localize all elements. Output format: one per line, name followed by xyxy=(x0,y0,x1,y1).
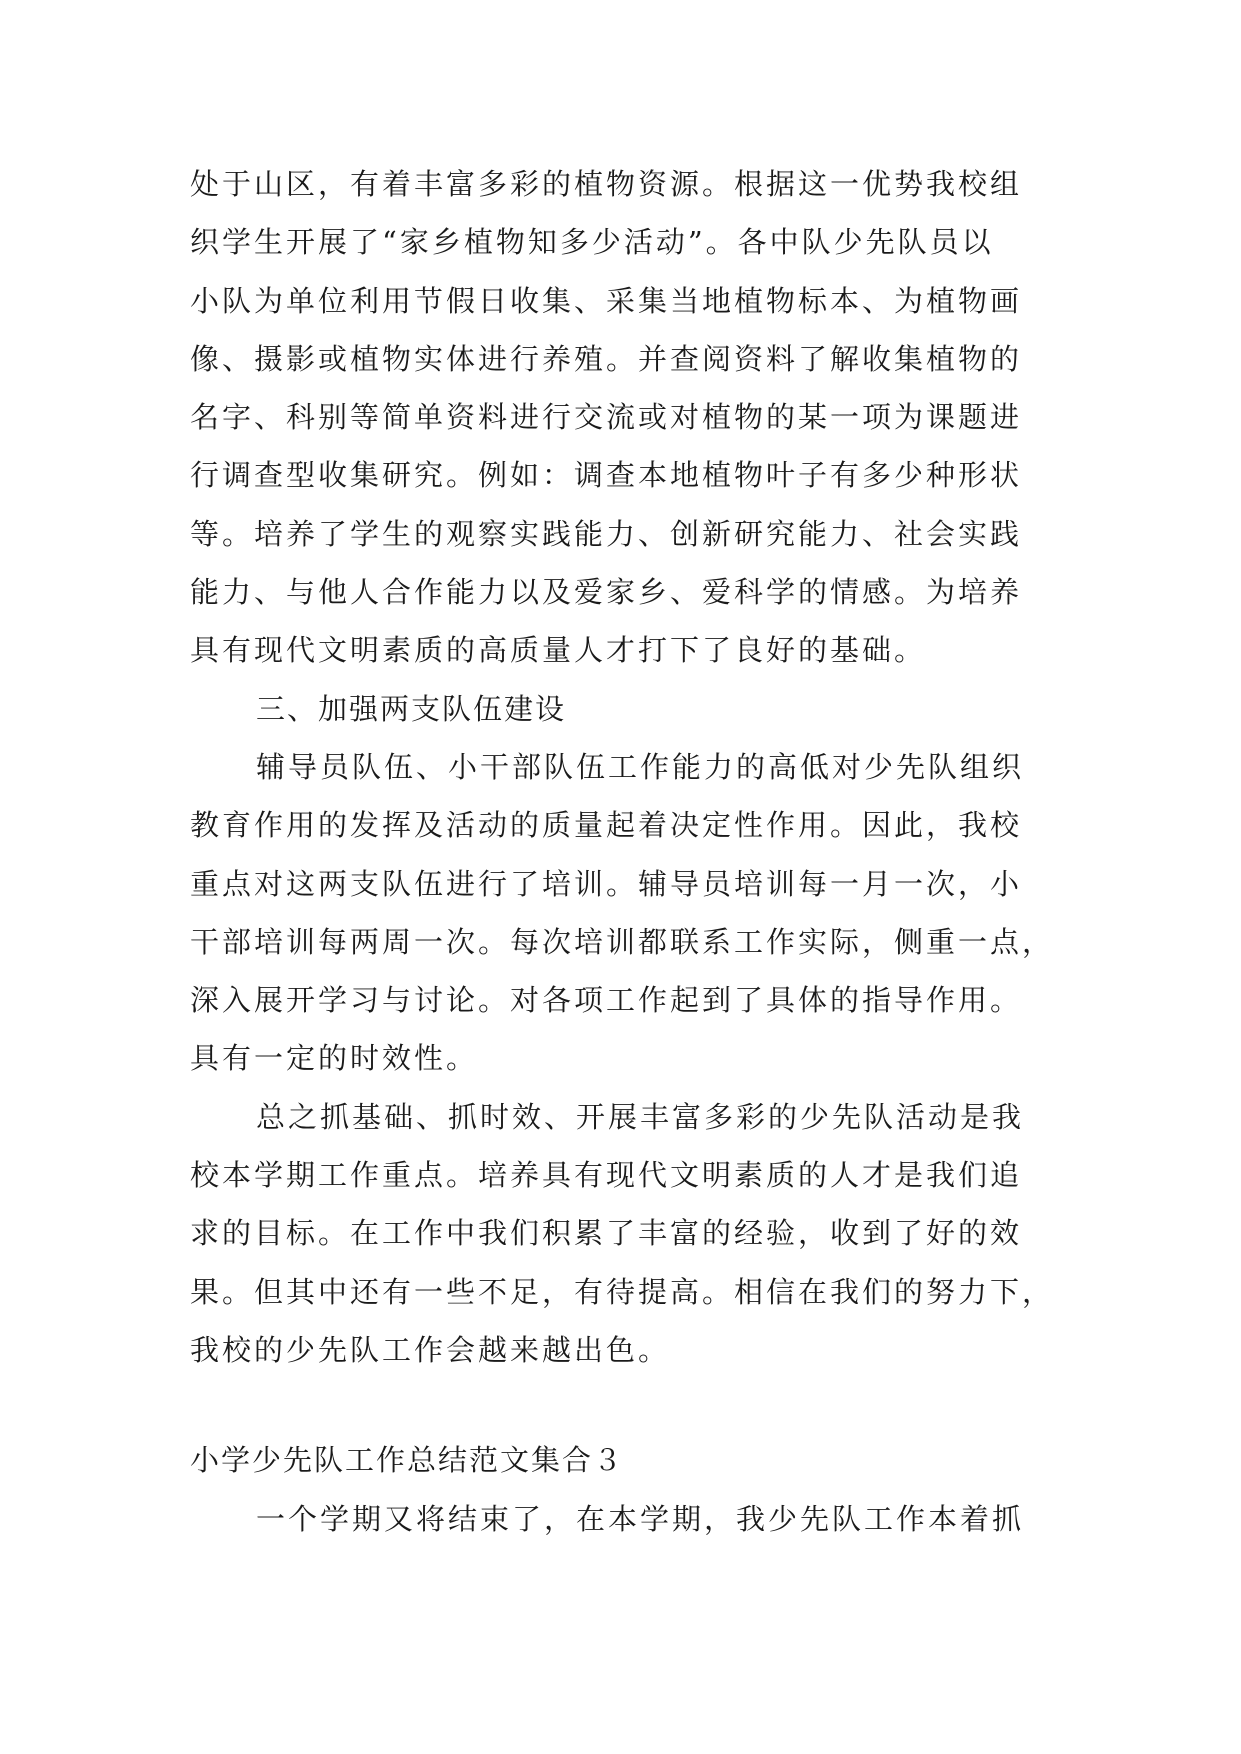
text-line: 行调查型收集研究。例如：调查本地植物叶子有多少种形状 xyxy=(190,458,1023,493)
text-line: 校本学期工作重点。培养具有现代文明素质的人才是我们追 xyxy=(190,1158,1023,1193)
text-line: 像、摄影或植物实体进行养殖。并查阅资料了解收集植物的 xyxy=(190,341,1023,376)
text-line: 辅导员队伍、小干部队伍工作能力的高低对少先队组织 xyxy=(256,749,1025,784)
text-line: 能力、与他人合作能力以及爱家乡、爱科学的情感。为培养 xyxy=(190,575,1023,610)
text-line: 名字、科别等简单资料进行交流或对植物的某一项为课题进 xyxy=(190,400,1023,435)
text-line: 重点对这两支队伍进行了培训。辅导员培训每一月一次，小 xyxy=(190,866,1023,901)
section-spacer xyxy=(190,1379,1050,1431)
text-line: 深入展开学习与讨论。对各项工作起到了具体的指导作用。 xyxy=(190,983,1023,1018)
intro-line: 一个学期又将结束了，在本学期，我少先队工作本着抓 xyxy=(256,1501,1025,1536)
text-line: 织学生开展了“家乡植物知多少活动”。各中队少先队员以 xyxy=(190,225,994,260)
paragraph-team-building xyxy=(190,738,1055,1088)
text-line: 教育作用的发挥及活动的质量起着决定性作用。因此，我校 xyxy=(190,808,1023,843)
paragraph-plant-activity xyxy=(190,155,1050,680)
text-line: 干部培训每两周一次。每次培训都联系工作实际，侧重一点， xyxy=(190,924,1055,959)
text-line: 总之抓基础、抓时效、开展丰富多彩的少先队活动是我 xyxy=(256,1099,1025,1134)
text-line: 求的目标。在工作中我们积累了丰富的经验，收到了好的效 xyxy=(190,1216,1023,1251)
text-line: 具有现代文明素质的高质量人才打下了良好的基础。 xyxy=(190,633,927,668)
text-line: 小队为单位利用节假日收集、采集当地植物标本、为植物画 xyxy=(190,283,1023,318)
text-line: 果。但其中还有一些不足，有待提高。相信在我们的努力下， xyxy=(190,1274,1055,1309)
text-line: 我校的少先队工作会越来越出色。 xyxy=(190,1332,671,1367)
text-line: 处于山区，有着丰富多彩的植物资源。根据这一优势我校组 xyxy=(190,167,1023,201)
section-heading: 三、加强两支队伍建设 xyxy=(256,691,567,726)
text-line: 具有一定的时效性。 xyxy=(190,1041,479,1076)
document-body xyxy=(190,155,1055,1548)
text-line: 等。培养了学生的观察实践能力、创新研究能力、社会实践 xyxy=(190,516,1023,551)
paragraph-conclusion xyxy=(190,1088,1055,1379)
document-title: 小学少先队工作总结范文集合３ xyxy=(190,1443,625,1478)
